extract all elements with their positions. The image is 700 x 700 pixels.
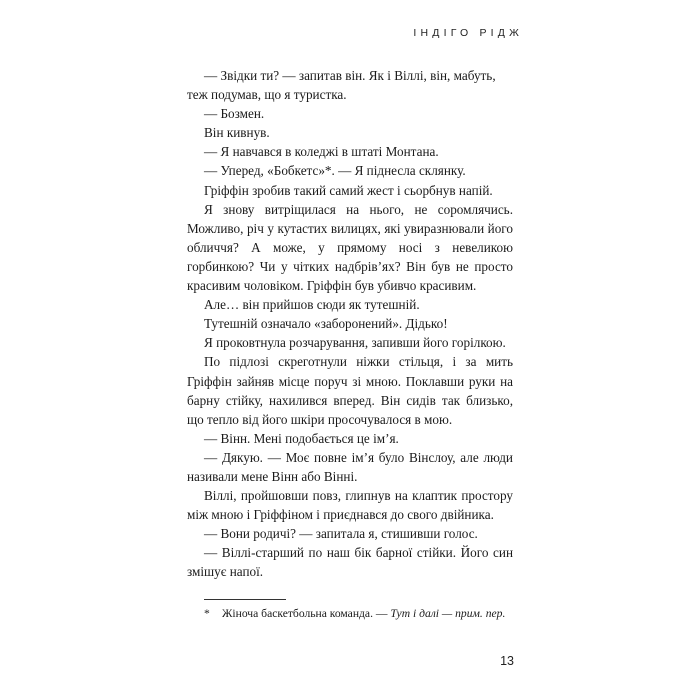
body-text	[187, 66, 513, 582]
paragraph: — Я навчався в коледжі в штаті Монтана.	[204, 144, 439, 160]
paragraph: — Уперед, «Бобкетс»*. — Я піднесла склянку.	[204, 163, 466, 179]
paragraph: — Звідки ти? — запитав він. Як і Віллі, він, мабуть, теж подумав, що я туристка.	[187, 68, 496, 103]
page-number: 13	[500, 654, 514, 668]
paragraph: Я проковтнула розчарування, запивши його горілкою.	[204, 335, 506, 351]
footnote	[204, 605, 511, 622]
running-header-title: ІНДІГО РІДЖ	[413, 27, 523, 39]
paragraph: — Дякую. — Моє повне ім’я було Вінслоу, але люди називали мене Вінн або Вінні.	[187, 449, 513, 484]
paragraph: Але… він прийшов сюди як тутешній.	[204, 297, 420, 313]
paragraph: Він кивнув.	[204, 125, 270, 141]
footnote-translator-note: Тут і далі — прим. пер.	[390, 607, 506, 620]
footnote-marker: *	[204, 607, 210, 620]
paragraph: Я знову витріщилася на нього, не соромлячись. Можливо, річ у кутастих вилицях, які увиразнювали його обличчя? А може, у прямому носі з невеликою горбинкою? Чи у чітких надбрів’ях? Він був не просто красивим чоловіком. Гріффін був убивчо красивим.	[187, 201, 513, 294]
paragraph: — Віллі-старший по наш бік барної стійки. Його син змішує напої.	[187, 545, 513, 580]
footnote-divider	[204, 599, 286, 600]
paragraph: Віллі, пройшовши повз, глипнув на клаптик простору між мною і Гріффіном і приєднався до свого двійника.	[187, 488, 513, 523]
paragraph: Тутешній означало «заборонений». Дідько!	[204, 316, 448, 332]
paragraph: — Вони родичі? — запитала я, стишивши голос.	[204, 526, 478, 542]
footnote-text: Жіноча баскетбольна команда. —	[222, 607, 388, 620]
paragraph: Гріффін зробив такий самий жест і сьорбнув напій.	[204, 182, 493, 198]
paragraph: — Бозмен.	[204, 106, 265, 122]
paragraph: — Вінн. Мені подобається це ім’я.	[204, 430, 399, 446]
paragraph: По підлозі скреготнули ніжки стільця, і за мить Гріффін зайняв місце поруч зі мною. Поклавши руки на барну стійку, нахилився вперед. Він сидів так близько, що тепло від його шкіри просочувалося в мою.	[187, 354, 513, 427]
